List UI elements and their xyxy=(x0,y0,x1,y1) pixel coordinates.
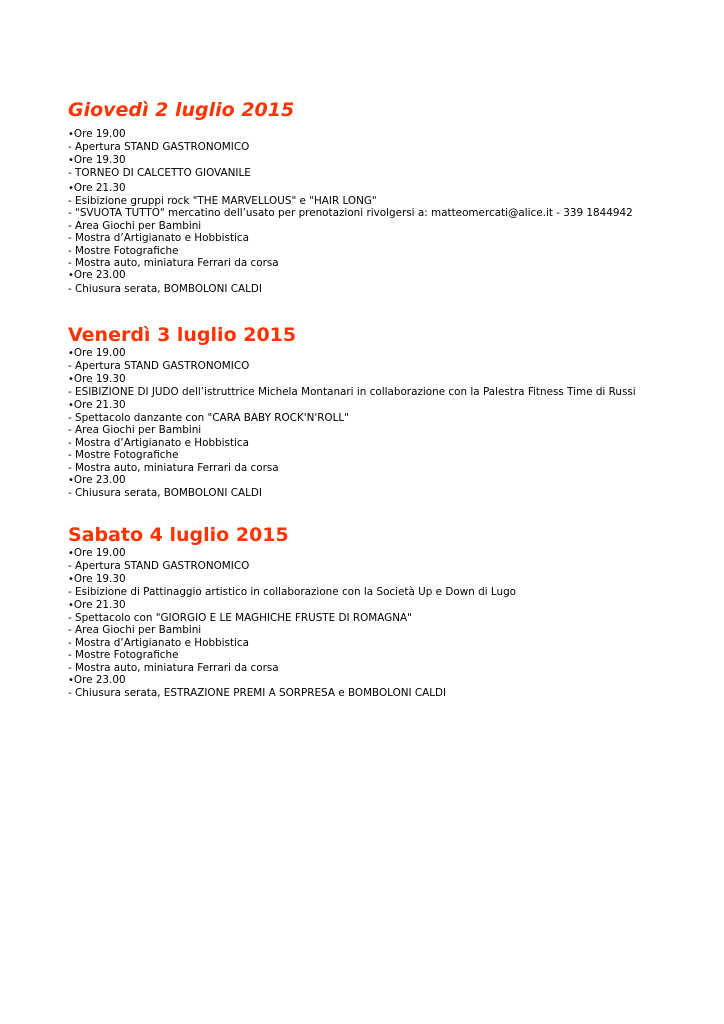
schedule-time xyxy=(68,182,708,195)
schedule-item: - "SVUOTA TUTTO" mercatino dell’usato per prenotazioni rivolgersi a: matteomercati@alice.it - 339 1844942 xyxy=(68,207,633,220)
bullet-icon: • xyxy=(68,373,74,385)
schedule-time xyxy=(68,269,708,282)
schedule-item: - Mostra d’Artigianato e Hobbistica xyxy=(68,232,249,245)
time-label: Ore 19.30 xyxy=(73,153,126,166)
schedule-time xyxy=(68,474,708,487)
schedule-item: - Mostra d’Artigianato e Hobbistica xyxy=(68,636,249,649)
bullet-icon: • xyxy=(68,475,74,487)
schedule-item: - Esibizione di Pattinaggio artistico in collaborazione con la Società Up e Down di Lugo xyxy=(68,586,517,599)
schedule-list xyxy=(68,347,708,500)
time-label: Ore 21.30 xyxy=(73,181,126,194)
schedule-item: - Mostra auto, miniatura Ferrari da corsa xyxy=(68,661,279,674)
schedule-item: - Apertura STAND GASTRONOMICO xyxy=(68,360,250,373)
schedule-time xyxy=(68,573,708,586)
schedule-item: - Area Giochi per Bambini xyxy=(68,424,202,437)
time-label: Ore 21.30 xyxy=(73,598,126,611)
time-label: Ore 19.30 xyxy=(73,372,126,385)
schedule-item: - Spettacolo danzante con "CARA BABY ROCK'N'ROLL" xyxy=(68,412,349,425)
bullet-icon: • xyxy=(68,348,74,359)
time-label: Ore 23.00 xyxy=(73,269,126,282)
schedule-item: - Area Giochi per Bambini xyxy=(68,624,202,637)
schedule-item: - Chiusura serata, ESTRAZIONE PREMI A SORPRESA e BOMBOLONI CALDI xyxy=(68,687,447,700)
schedule-time xyxy=(68,154,708,167)
schedule-item: - Mostra auto, miniatura Ferrari da corsa xyxy=(68,257,279,270)
time-label: Ore 21.30 xyxy=(73,398,126,411)
time-label: Ore 19.00 xyxy=(73,547,126,559)
bullet-icon: • xyxy=(68,182,74,194)
schedule-item: - Esibizione gruppi rock "THE MARVELLOUS" e "HAIR LONG" xyxy=(68,195,377,208)
time-label: Ore 19.00 xyxy=(73,347,126,359)
day-section-friday xyxy=(68,323,708,500)
schedule-list xyxy=(68,128,708,295)
schedule-item: - Chiusura serata, BOMBOLONI CALDI xyxy=(68,487,262,500)
day-title: Venerdì 3 luglio 2015 xyxy=(68,324,297,346)
schedule-item: - Mostra auto, miniatura Ferrari da corsa xyxy=(68,461,279,474)
schedule-time xyxy=(68,399,708,412)
time-label: Ore 23.00 xyxy=(73,474,126,487)
schedule-item: - Mostre Fotografiche xyxy=(68,244,179,257)
schedule-item: - Spettacolo con "GIORGIO E LE MAGHICHE FRUSTE DI ROMAGNA" xyxy=(68,612,412,625)
bullet-icon: • xyxy=(68,154,74,166)
schedule-item: - Area Giochi per Bambini xyxy=(68,219,202,232)
schedule-time xyxy=(68,674,708,687)
time-label: Ore 23.00 xyxy=(73,674,126,687)
day-title: Giovedì 2 luglio 2015 xyxy=(68,99,295,121)
schedule-item: - Chiusura serata, BOMBOLONI CALDI xyxy=(68,282,262,295)
schedule-item: - Mostre Fotografiche xyxy=(68,449,179,462)
day-section-saturday xyxy=(68,523,708,700)
schedule-time xyxy=(68,373,708,386)
bullet-icon: • xyxy=(68,548,74,559)
bullet-icon: • xyxy=(68,675,74,687)
schedule-item: - TORNEO DI CALCETTO GIOVANILE xyxy=(68,167,251,180)
bullet-icon: • xyxy=(68,399,74,411)
schedule-item: - Apertura STAND GASTRONOMICO xyxy=(68,141,250,154)
bullet-icon: • xyxy=(68,270,74,282)
schedule-item: - ESIBIZIONE DI JUDO dell’istruttrice Michela Montanari in collaborazione con la Palestra Fitness Time di Russi xyxy=(68,386,636,399)
schedule-time xyxy=(68,547,708,560)
day-title: Sabato 4 luglio 2015 xyxy=(68,524,289,546)
schedule-time xyxy=(68,128,708,141)
schedule-time xyxy=(68,347,708,360)
schedule-item: - Apertura STAND GASTRONOMICO xyxy=(68,560,250,573)
schedule-list xyxy=(68,547,708,700)
bullet-icon: • xyxy=(68,129,74,140)
time-label: Ore 19.30 xyxy=(73,572,126,585)
bullet-icon: • xyxy=(68,573,74,585)
schedule-item: - Mostre Fotografiche xyxy=(68,649,179,662)
time-label: Ore 19.00 xyxy=(73,128,126,140)
schedule-time xyxy=(68,599,708,612)
bullet-icon: • xyxy=(68,599,74,611)
schedule-item: - Mostra d’Artigianato e Hobbistica xyxy=(68,436,249,449)
day-section-thursday xyxy=(68,98,708,295)
